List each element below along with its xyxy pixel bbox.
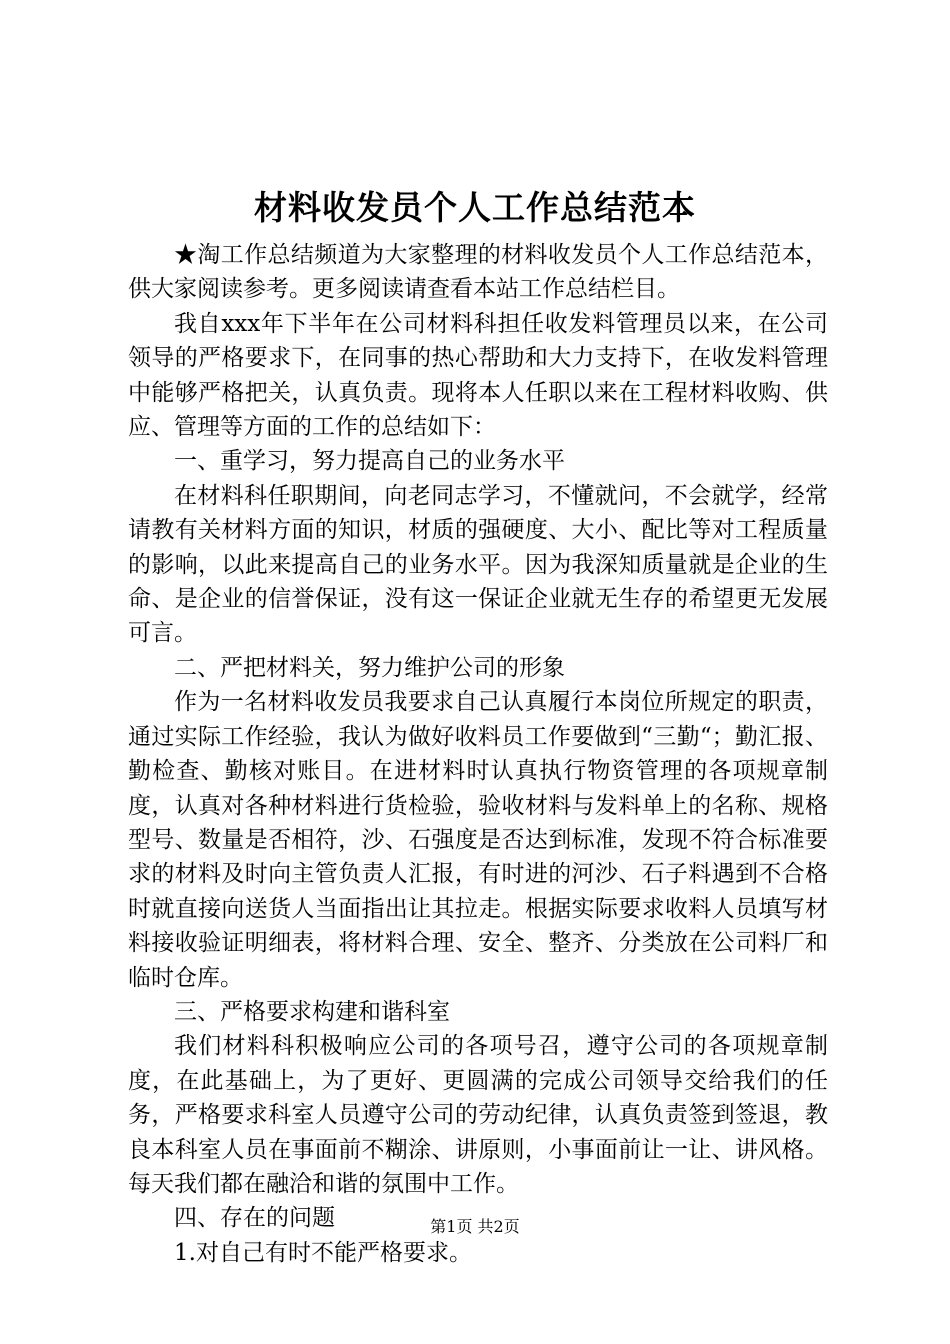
- issue-item-1: 1.对自己有时不能严格要求。: [174, 1239, 472, 1266]
- section-heading-2: 二、严把材料关，努力维护公司的形象: [174, 654, 565, 681]
- intro-paragraph: ★淘工作总结频道为大家整理的材料收发员个人工作总结范本，供大家阅读参考。更多阅读请查看本站工作总结栏目。: [128, 242, 828, 303]
- document-body: [128, 238, 828, 1270]
- page-footer: 第1页 共2页: [430, 1217, 520, 1236]
- section-heading-3: 三、严格要求构建和谐科室: [174, 998, 450, 1025]
- paragraph-section-1: 在材料科任职期间，向老同志学习，不懂就问，不会就学，经常请教有关材料方面的知识，材质的强硬度、大小、配比等对工程质量的影响，以此来提高自己的业务水平。因为我深知质量就是企业的生命、是企业的信誉保证，没有这一保证企业就无生存的希望更无发展可言。: [128, 482, 828, 647]
- section-heading-4: 四、存在的问题: [174, 1205, 335, 1232]
- paragraph-opening: 我自xxx年下半年在公司材料科担任收发料管理员以来，在公司领导的严格要求下，在同事的热心帮助和大力支持下，在收发料管理中能够严格把关，认真负责。现将本人任职以来在工程材料收购、供应、管理等方面的工作的总结如下：: [128, 310, 828, 441]
- paragraph-section-3: 我们材料科积极响应公司的各项号召，遵守公司的各项规章制度，在此基础上，为了更好、更圆满的完成公司领导交给我们的任务，严格要求科室人员遵守公司的劳动纪律，认真负责签到签退，教良本科室人员在事面前不糊涂、讲原则，小事面前让一让、讲风格。每天我们都在融洽和谐的氛围中工作。: [128, 1033, 828, 1197]
- paragraph-section-2: 作为一名材料收发员我要求自己认真履行本岗位所规定的职责，通过实际工作经验，我认为做好收料员工作要做到“三勤“；勤汇报、勤检查、勤核对账目。在进材料时认真执行物资管理的各项规章制度，认真对各种材料进行货检验，验收材料与发料单上的名称、规格型号、数量是否相符，沙、石强度是否达到标准，发现不符合标准要求的材料及时向主管负责人汇报，有时进的河沙、石子料遇到不合格时就直接向送货人当面指出让其拉走。根据实际要求收料人员填写材料接收验证明细表，将材料合理、安全、整齐、分类放在公司料厂和临时仓库。: [128, 689, 828, 991]
- document-title: 材料收发员个人工作总结范本: [254, 188, 696, 227]
- section-heading-1: 一、重学习，努力提高自己的业务水平: [174, 448, 565, 475]
